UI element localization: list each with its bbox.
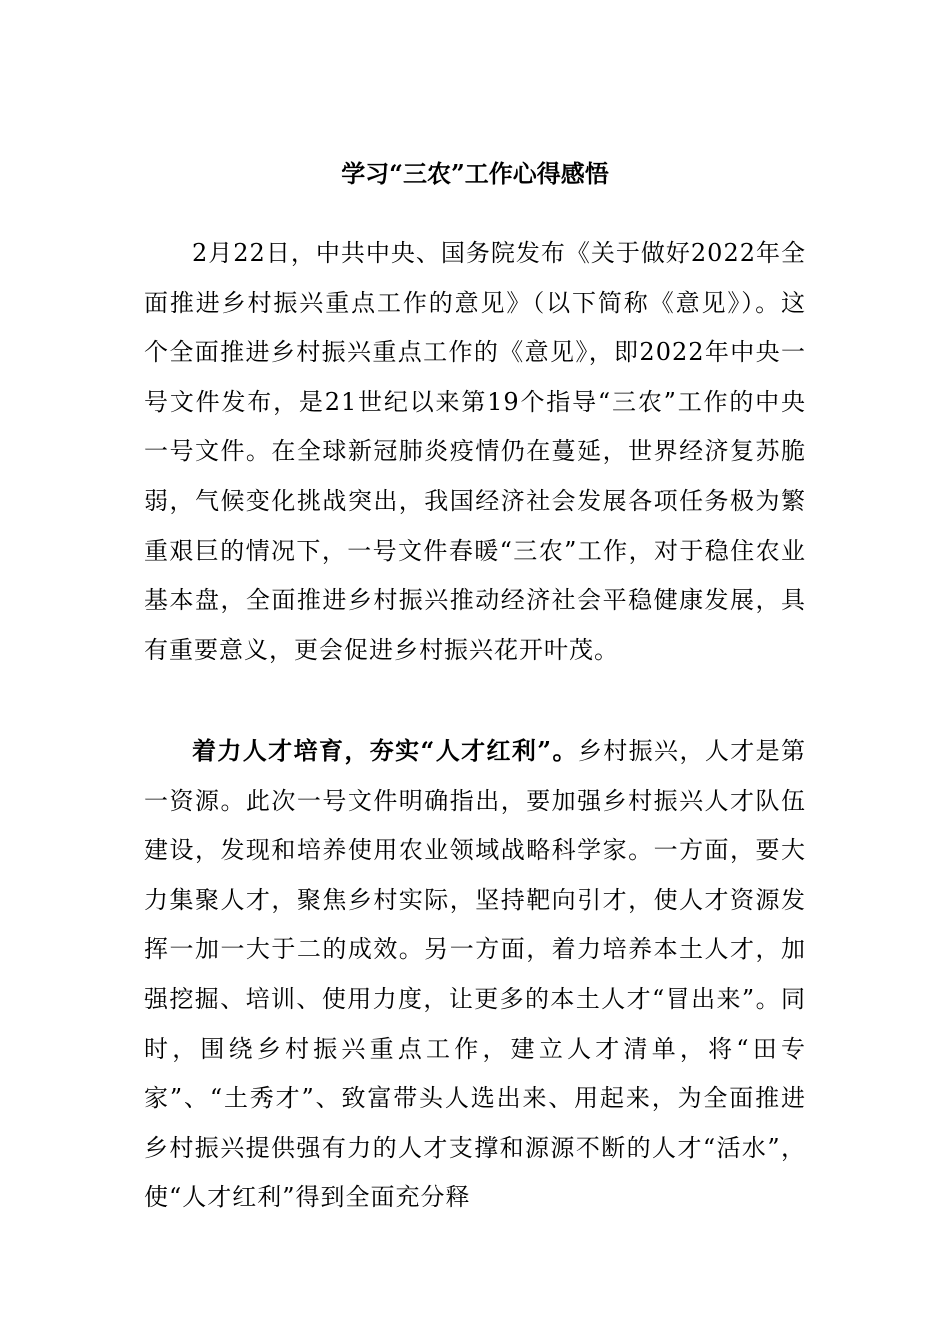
paragraph-2-text: 乡村振兴，人才是第一资源。此次一号文件明确指出，要加强乡村振兴人才队伍建设，发现和培养使用农业领域战略科学家。一方面，要大力集聚人才，聚焦乡村实际，坚持靶向引才，使人才资源发挥一加一大于二的成效。另一方面，着力培养本土人才，加强挖掘、培训、使用力度，让更多的本土人才“冒出来”。同时，围绕乡村振兴重点工作，建立人才清单，将“田专家”、“土秀才”、致富带头人选出来、用起来，为全面推进乡村振兴提供强有力的人才支撑和源源不断的人才“活水”，使“人才红利”得到全面充分释: [144, 737, 807, 1212]
paragraph-2-lead: 着力人才培育，夯实“人才红利”。: [192, 736, 578, 765]
paragraph-2-body: [144, 726, 806, 1223]
paragraph-1-text: 2月22日，中共中央、国务院发布《关于做好2022年全面推进乡村振兴重点工作的意见》（以下简称《意见》）。这个全面推进乡村振兴重点工作的《意见》，即2022年中央一号文件发布，是21世纪以来第19个指导“三农”工作的中央一号文件。在全球新冠肺炎疫情仍在蔓延，世界经济复苏脆弱，气候变化挑战突出，我国经济社会发展各项任务极为繁重艰巨的情况下，一号文件春暖“三农”工作，对于稳住农业基本盘，全面推进乡村振兴推动经济社会平稳健康发展，具有重要意义，更会促进乡村振兴花开叶茂。: [144, 239, 806, 664]
document-title: 学习“三农”工作心得感悟: [341, 159, 609, 188]
paragraph-2: [144, 726, 806, 1223]
paragraph-1: [144, 229, 806, 675]
